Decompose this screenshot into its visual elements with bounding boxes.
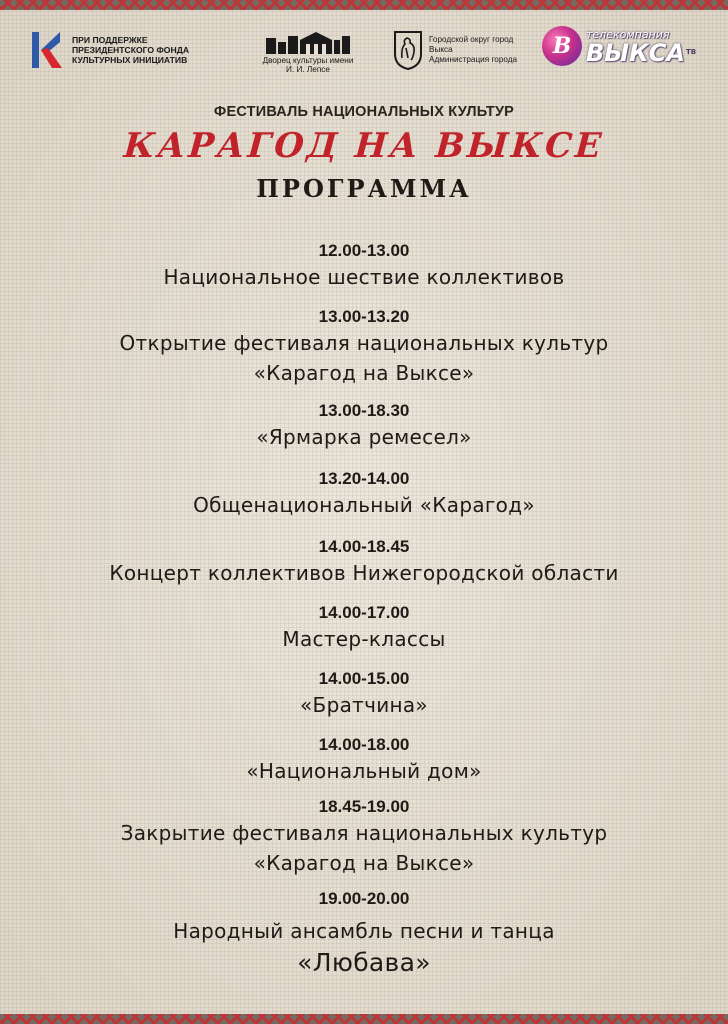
tk-vyksa-logo: [542, 26, 696, 66]
pfki-logo: [30, 28, 222, 72]
festival-subtitle: ФЕСТИВАЛЬ НАЦИОНАЛЬНЫХ КУЛЬТУР: [213, 104, 515, 120]
ornament-border-bottom: [0, 1014, 728, 1024]
event-title: «Ярмарка ремесел»: [256, 425, 472, 449]
tk-circle-icon: В: [542, 26, 582, 66]
event-time: 14.00-18.00: [318, 735, 410, 754]
program-item: [0, 240, 728, 292]
event-time: 13.00-18.30: [318, 401, 410, 420]
event-title: Общенациональный «Карагод»: [193, 493, 535, 517]
tk-big-text: ВЫКСА: [586, 38, 685, 67]
program-item: [0, 734, 728, 786]
festival-title: КАРАГОД НА ВЫКСЕ: [122, 126, 606, 166]
logos-bar: [0, 22, 728, 82]
dvorets-logo: [258, 32, 358, 74]
tk-tv-badge: ТВ: [685, 48, 697, 57]
event-title: Национальное шествие коллективов: [163, 265, 565, 289]
event-title: Концерт коллективов Нижегородской области: [109, 561, 619, 585]
event-time: 18.45-19.00: [318, 797, 410, 816]
program-item: [0, 888, 728, 980]
event-title-line-2: «Карагод на Выксе»: [253, 851, 475, 875]
event-time: 13.00-13.20: [318, 307, 410, 326]
event-time: 13.20-14.00: [318, 469, 410, 488]
event-title-line-2: «Любава»: [297, 948, 431, 977]
coat-of-arms-icon: [393, 30, 423, 70]
vyksa-line-2: Администрация города: [429, 55, 518, 64]
event-time: 19.00-20.00: [318, 889, 410, 908]
tk-small-text: телекомпания: [586, 27, 670, 41]
vyksa-line-1: Городской округ город Выкса: [429, 35, 514, 54]
program-item: [0, 400, 728, 452]
ornament-border-top: [0, 0, 728, 10]
program-item: [0, 306, 728, 388]
vyksa-admin-logo: [393, 30, 529, 70]
event-time: 14.00-15.00: [318, 669, 410, 688]
pfki-mark-icon: [30, 28, 64, 72]
event-time: 14.00-18.45: [318, 537, 410, 556]
event-title: «Национальный дом»: [246, 759, 482, 783]
program-item: [0, 668, 728, 720]
dvorets-text: Дворец культуры имени И. И. Лепсе: [262, 56, 354, 74]
header: [0, 104, 728, 203]
program-item: [0, 796, 728, 878]
event-title-line-2: «Карагод на Выксе»: [253, 361, 475, 385]
program-heading: ПРОГРАММА: [256, 174, 472, 203]
program-item: [0, 602, 728, 654]
event-title: Мастер-классы: [282, 627, 446, 651]
vyksa-admin-text: [429, 35, 529, 65]
program-item: [0, 468, 728, 520]
pfki-text: ПРИ ПОДДЕРЖКЕ ПРЕЗИДЕНТСКОГО ФОНДА КУЛЬТУРНЫХ ИНИЦИАТИВ: [72, 35, 190, 65]
event-time: 12.00-13.00: [318, 241, 410, 260]
program-item: [0, 536, 728, 588]
event-title: Открытие фестиваля национальных культур: [119, 331, 609, 355]
palace-icon: [266, 32, 350, 54]
event-title: Закрытие фестиваля национальных культур: [120, 821, 608, 845]
event-title: Народный ансамбль песни и танца: [173, 919, 555, 943]
event-title: «Братчина»: [300, 693, 428, 717]
event-time: 14.00-17.00: [318, 603, 410, 622]
